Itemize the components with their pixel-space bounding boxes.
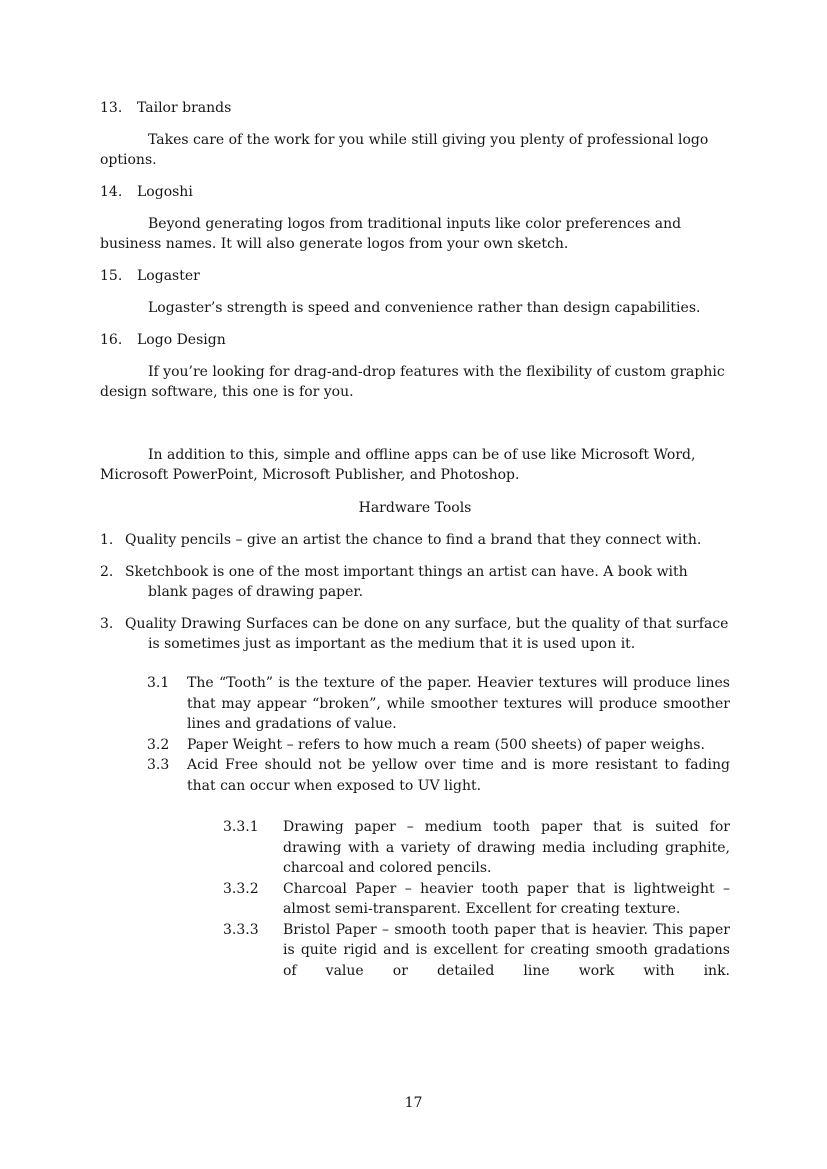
sub-item-3-3-1: [223, 817, 730, 879]
list-item-title: Logo Design: [137, 332, 226, 348]
logo-tools-list: [100, 98, 730, 402]
hardware-item-3: [100, 614, 730, 654]
list-item-number: 3.3.2: [223, 880, 259, 897]
hardware-list: [100, 530, 730, 654]
list-item-number: 3.1: [147, 675, 170, 691]
list-item-number: 3.2: [147, 736, 170, 753]
list-item-number: 13.: [100, 100, 123, 116]
list-item-text: Quality pencils – give an artist the chance to find a brand that they connect with.: [125, 532, 702, 548]
list-item-15-title: [100, 266, 730, 286]
paper-quality-sublist: [100, 673, 730, 796]
page-number: 17: [404, 1095, 423, 1111]
paper-types-sublist: [100, 817, 730, 981]
sub-item-3-3-2: [223, 879, 730, 920]
hardware-item-1: [100, 530, 730, 550]
list-item-13-title: [100, 98, 730, 118]
list-item-text: Paper Weight – refers to how much a ream (500 sheets) of paper weighs.: [187, 736, 705, 753]
list-item-number: 15.: [100, 268, 123, 284]
section-heading-hardware-tools: Hardware Tools: [358, 500, 472, 516]
sub-item-3-3-3: [223, 920, 730, 982]
list-item-number: 2.: [100, 564, 114, 580]
sub-item-3-1: [147, 673, 730, 735]
list-item-text: Acid Free should not be yellow over time and is more resistant to fading that can occur when exposed to UV light.: [187, 757, 730, 794]
list-item-16-title: [100, 330, 730, 350]
list-item-16-body: If you’re looking for drag-and-drop features with the flexibility of custom graphic design software, this one is for you.: [100, 364, 725, 400]
list-item-15-body: Logaster’s strength is speed and convenience rather than design capabilities.: [148, 300, 701, 316]
sub-item-3-3: [147, 755, 730, 796]
intro-paragraph: In addition to this, simple and offline apps can be of use like Microsoft Word, Microsoft PowerPoint, Microsoft Publisher, and Photoshop.: [100, 447, 696, 483]
list-item-text: The “Tooth” is the texture of the paper. Heavier textures will produce lines that may appear “broken”, while smoother textures will produce smoother lines and gradations of value.: [187, 675, 730, 732]
list-item-number: 3.3.1: [223, 819, 259, 835]
hardware-item-2: [100, 562, 730, 602]
list-item-number: 14.: [100, 184, 123, 200]
list-item-title: Tailor brands: [137, 100, 232, 116]
list-item-text: Sketchbook is one of the most important things an artist can have. A book with blank pages of drawing paper.: [125, 564, 688, 600]
sub-item-3-2: [147, 735, 730, 756]
list-item-number: 16.: [100, 332, 123, 348]
list-item-title: Logoshi: [137, 184, 193, 200]
list-item-text: Charcoal Paper – heavier tooth paper that is lightweight – almost semi-transparent. Excellent for creating texture.: [283, 880, 730, 917]
list-item-14-body: Beyond generating logos from traditional inputs like color preferences and business names. It will also generate logos from your own sketch.: [100, 216, 682, 252]
list-item-text: Drawing paper – medium tooth paper that is suited for drawing with a variety of drawing media including graphite, charcoal and colored pencils.: [283, 819, 730, 876]
list-item-number: 1.: [100, 532, 114, 548]
list-item-title: Logaster: [137, 268, 200, 284]
list-item-text: Quality Drawing Surfaces can be done on any surface, but the quality of that surface is sometimes just as important as the medium that it is used upon it.: [125, 616, 729, 652]
list-item-number: 3.3: [147, 757, 170, 773]
list-item-14-title: [100, 182, 730, 202]
list-item-13-body: Takes care of the work for you while still giving you plenty of professional logo options.: [100, 132, 709, 168]
list-item-number: 3.3.3: [223, 921, 259, 938]
list-item-text: Bristol Paper – smooth tooth paper that is heavier. This paper is quite rigid and is excellent for creating smooth gradations of value or detailed line work with ink.: [283, 921, 730, 979]
list-item-number: 3.: [100, 616, 114, 632]
